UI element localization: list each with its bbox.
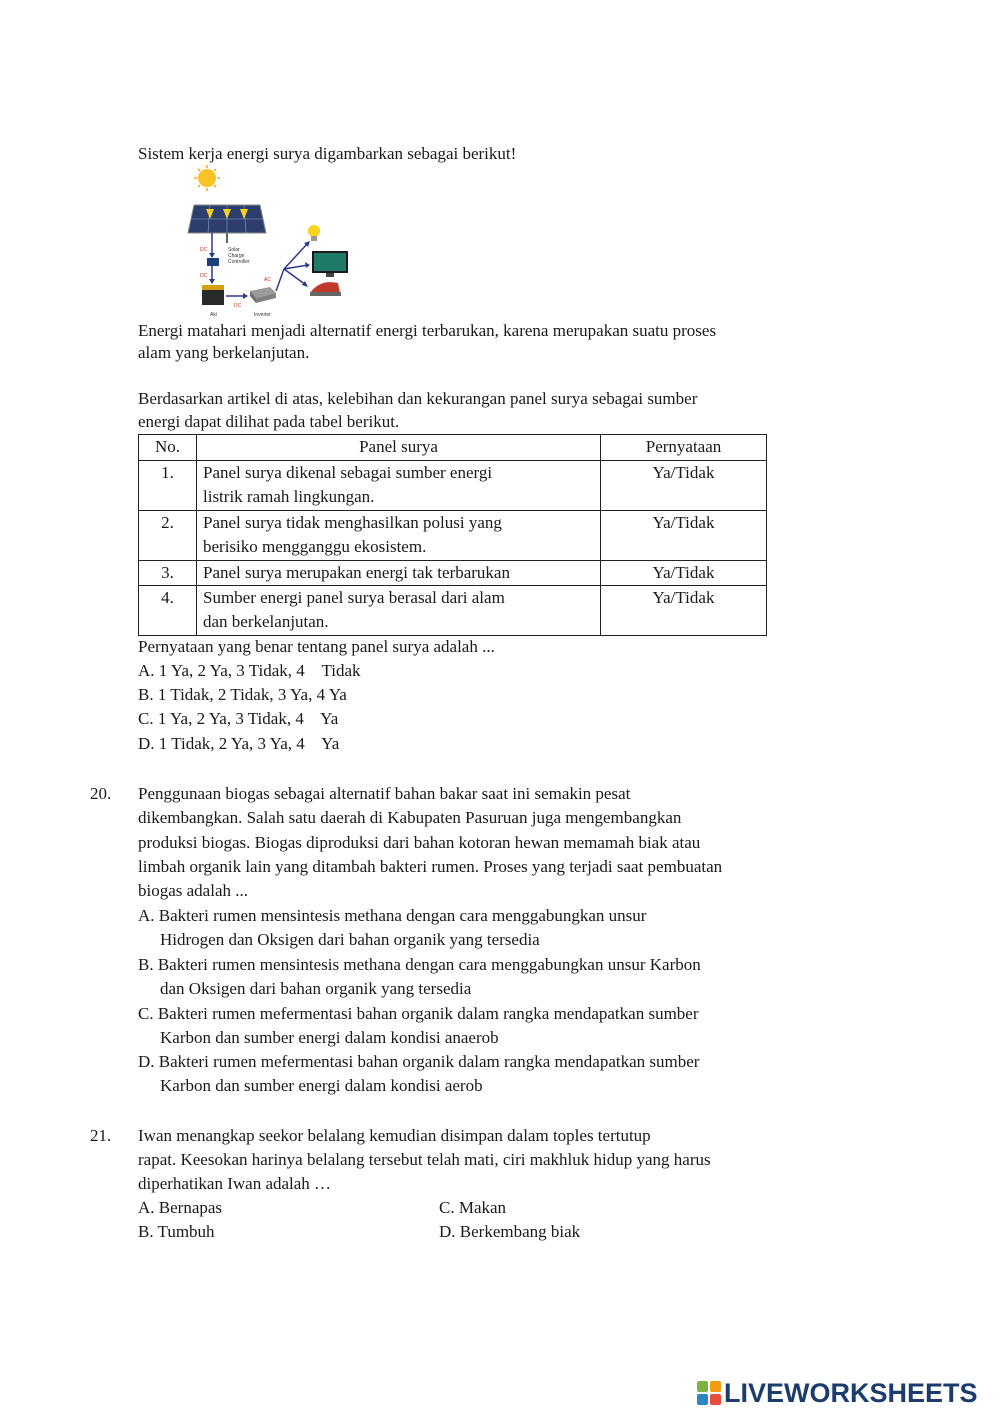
svg-text:AC: AC	[264, 277, 271, 283]
liveworksheets-logo-icon	[696, 1380, 722, 1406]
header-no: No.	[139, 435, 197, 461]
q21-option-c[interactable]: C. Makan	[439, 1198, 507, 1217]
q20-option-a[interactable]: A. Bakteri rumen mensintesis methana dengan cara menggabungkan unsur	[138, 906, 647, 925]
q19-option-a[interactable]: A. 1 Ya, 2 Ya, 3 Tidak, 4 Tidak	[138, 661, 361, 680]
q20-option-d[interactable]: D. Bakteri rumen mefermentasi bahan organik dalam rangka mendapatkan sumber	[138, 1052, 700, 1071]
svg-text:Controller: Controller	[228, 259, 250, 265]
solar-system-diagram	[180, 165, 360, 320]
svg-text:Aki: Aki	[210, 312, 217, 318]
battery-icon	[202, 285, 224, 305]
header-panel: Panel surya	[197, 435, 601, 461]
solar-panel-table	[138, 434, 767, 636]
brand-name: LIVEWORKSHEETS	[724, 1377, 978, 1408]
q21-option-d[interactable]: D. Berkembang biak	[439, 1222, 581, 1241]
inverter-icon	[250, 287, 276, 303]
q21-number: 21.	[90, 1126, 112, 1145]
q21-option-a[interactable]: A. Bernapas	[138, 1198, 223, 1217]
dc-label-1: DC	[200, 247, 208, 253]
intro-text: Sistem kerja energi surya digambarkan sebagai berikut!	[138, 144, 517, 163]
statement-choice[interactable]: Ya/Tidak	[601, 561, 767, 586]
para2-line2: energi dapat dilihat pada tabel berikut.	[138, 412, 400, 431]
q19-option-b[interactable]: B. 1 Tidak, 2 Tidak, 3 Ya, 4 Ya	[138, 685, 347, 704]
q19-stem: Pernyataan yang benar tentang panel surya adalah ...	[138, 637, 495, 656]
q19-option-d[interactable]: D. 1 Tidak, 2 Ya, 3 Ya, 4 Ya	[138, 734, 340, 753]
q21-option-b[interactable]: B. Tumbuh	[138, 1222, 215, 1241]
para1-line1: Energi matahari menjadi alternatif energi terbarukan, karena merupakan suatu proses	[138, 321, 717, 340]
sun-icon	[194, 165, 220, 191]
q19-option-c[interactable]: C. 1 Ya, 2 Ya, 3 Tidak, 4 Ya	[138, 709, 339, 728]
statement-choice[interactable]: Ya/Tidak	[601, 586, 767, 636]
statement-choice[interactable]: Ya/Tidak	[601, 511, 767, 561]
svg-text:DC: DC	[234, 303, 242, 309]
table-row: 3. Panel surya merupakan energi tak terbarukan Ya/Tidak	[139, 561, 767, 586]
q20-number: 20.	[90, 784, 112, 803]
iron-icon	[310, 282, 341, 296]
q20-option-b[interactable]: B. Bakteri rumen mensintesis methana dengan cara menggabungkan unsur Karbon	[138, 955, 701, 974]
svg-text:Inverter: Inverter	[254, 312, 271, 318]
charge-controller-icon	[207, 258, 219, 266]
para2-line1: Berdasarkan artikel di atas, kelebihan dan kekurangan panel surya sebagai sumber	[138, 389, 698, 408]
svg-text:Charge: Charge	[228, 253, 245, 259]
table-header-row	[139, 435, 767, 461]
liveworksheets-logo	[696, 1376, 978, 1410]
lamp-icon	[308, 225, 320, 241]
header-statement: Pernyataan	[601, 435, 767, 461]
svg-text:DC: DC	[200, 273, 208, 279]
statement-choice[interactable]: Ya/Tidak	[601, 461, 767, 511]
table-row: 1. Panel surya dikenal sebagai sumber energi listrik ramah lingkungan. Ya/Tidak	[139, 461, 767, 511]
svg-text:Solar: Solar	[228, 247, 240, 253]
monitor-icon	[312, 251, 348, 277]
q20-option-c[interactable]: C. Bakteri rumen mefermentasi bahan organik dalam rangka mendapatkan sumber	[138, 1004, 699, 1023]
table-row: 4. Sumber energi panel surya berasal dari alam dan berkelanjutan. Ya/Tidak	[139, 586, 767, 636]
para1-line2: alam yang berkelanjutan.	[138, 343, 310, 362]
solar-panel-icon	[188, 205, 266, 243]
table-row: 2. Panel surya tidak menghasilkan polusi yang berisiko mengganggu ekosistem. Ya/Tidak	[139, 511, 767, 561]
